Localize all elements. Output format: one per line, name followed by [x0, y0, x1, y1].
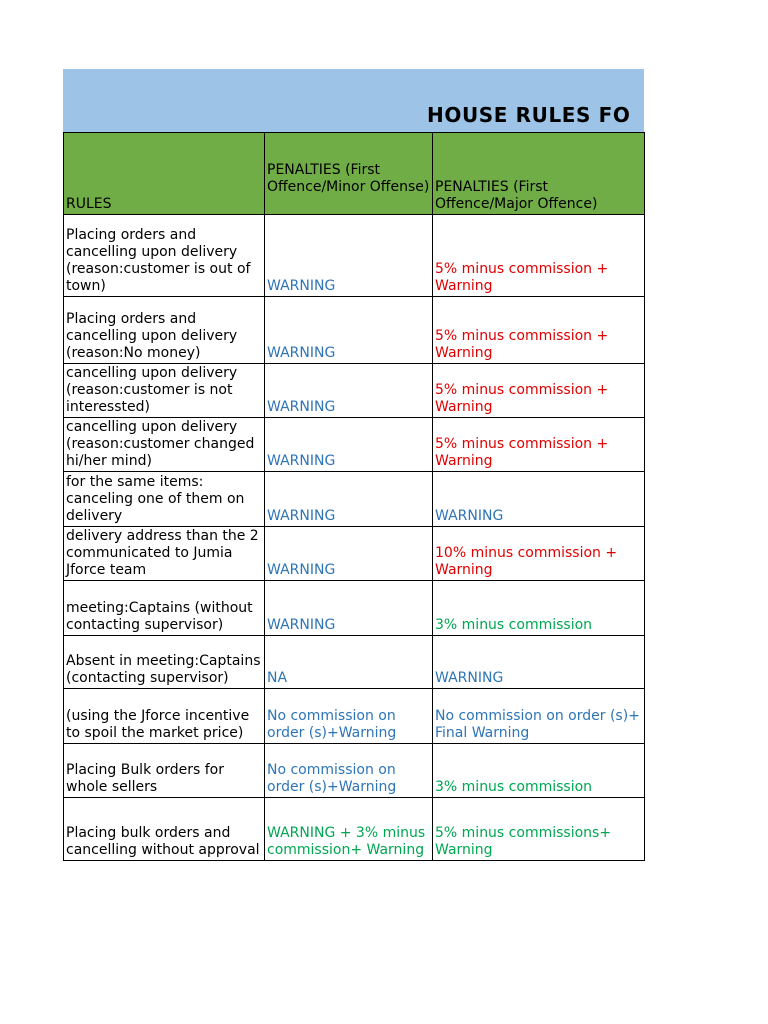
- spreadsheet: [63, 69, 644, 861]
- rule-cell[interactable]: [64, 215, 265, 297]
- minor-penalty-cell[interactable]: NA: [265, 636, 433, 689]
- rule-text: Placing bulk orders and cancelling without approval: [66, 825, 260, 858]
- table-header-row: [64, 133, 645, 215]
- minor-penalty-cell[interactable]: WARNING: [265, 215, 433, 297]
- major-penalty-cell[interactable]: 3% minus commission: [433, 581, 645, 636]
- rule-text: meeting:Captains (without contacting supervisor): [66, 600, 253, 633]
- title-banner: [63, 69, 644, 132]
- minor-penalty-cell[interactable]: WARNING: [265, 364, 433, 418]
- rule-cell[interactable]: [64, 581, 265, 636]
- major-penalty-cell[interactable]: 5% minus commissions+ Warning: [433, 798, 645, 861]
- rule-text: Placing orders and cancelling upon delivery (reason:customer is out of town): [66, 227, 251, 294]
- minor-penalty-cell[interactable]: WARNING: [265, 581, 433, 636]
- minor-penalty-cell[interactable]: No commission on order (s)+Warning: [265, 744, 433, 798]
- header-minor-penalty[interactable]: [265, 133, 433, 215]
- rule-text: Absent in meeting:Captains (contacting supervisor): [66, 653, 261, 686]
- rule-cell[interactable]: [64, 364, 265, 418]
- major-penalty-cell[interactable]: 5% minus commission + Warning: [433, 215, 645, 297]
- minor-penalty-cell[interactable]: WARNING: [265, 297, 433, 364]
- table-row: [64, 297, 645, 364]
- table-row: [64, 418, 645, 472]
- major-penalty-cell[interactable]: 5% minus commission + Warning: [433, 418, 645, 472]
- rule-cell[interactable]: [64, 689, 265, 744]
- rule-cell[interactable]: [64, 636, 265, 689]
- minor-penalty-cell[interactable]: No commission on order (s)+Warning: [265, 689, 433, 744]
- rule-text: Placing orders and cancelling upon delivery (reason:No money): [66, 311, 238, 361]
- rule-text: (using the Jforce incentive to spoil the market price): [66, 708, 250, 741]
- minor-penalty-cell[interactable]: WARNING: [265, 418, 433, 472]
- rule-cell[interactable]: [64, 297, 265, 364]
- table-row: [64, 215, 645, 297]
- page-title: HOUSE RULES FO: [427, 103, 631, 127]
- minor-penalty-cell[interactable]: WARNING + 3% minus commission+ Warning: [265, 798, 433, 861]
- table-row: [64, 798, 645, 861]
- table-row: [64, 472, 645, 527]
- minor-penalty-cell[interactable]: WARNING: [265, 472, 433, 527]
- rule-text: cancelling upon delivery (reason:customer is not interessted): [66, 365, 238, 415]
- major-penalty-cell[interactable]: No commission on order (s)+ Final Warning: [433, 689, 645, 744]
- major-penalty-cell[interactable]: 3% minus commission: [433, 744, 645, 798]
- major-penalty-cell[interactable]: 5% minus commission + Warning: [433, 364, 645, 418]
- table-row: [64, 744, 645, 798]
- major-penalty-cell[interactable]: WARNING: [433, 472, 645, 527]
- table-row: [64, 527, 645, 581]
- table-row: [64, 636, 645, 689]
- rule-text: cancelling upon delivery (reason:customer changed hi/her mind): [66, 419, 255, 469]
- table-row: [64, 689, 645, 744]
- header-minor-label: PENALTIES (First Offence/Minor Offense): [267, 162, 430, 195]
- rule-text: for the same items: canceling one of them on delivery: [66, 474, 245, 524]
- rule-cell[interactable]: [64, 472, 265, 527]
- header-rules[interactable]: RULES: [64, 133, 265, 215]
- rule-cell[interactable]: [64, 527, 265, 581]
- rules-table: [63, 132, 645, 861]
- minor-penalty-cell[interactable]: WARNING: [265, 527, 433, 581]
- rule-text: Placing Bulk orders for whole sellers: [66, 762, 224, 795]
- header-major-penalty[interactable]: PENALTIES (First Offence/Major Offence): [433, 133, 645, 215]
- major-penalty-cell[interactable]: 10% minus commission + Warning: [433, 527, 645, 581]
- table-row: [64, 364, 645, 418]
- major-penalty-cell[interactable]: 5% minus commission + Warning: [433, 297, 645, 364]
- major-penalty-cell[interactable]: WARNING: [433, 636, 645, 689]
- rule-text: delivery address than the 2 communicated to Jumia Jforce team: [66, 528, 259, 578]
- rule-cell[interactable]: [64, 418, 265, 472]
- rule-cell[interactable]: [64, 744, 265, 798]
- table-row: [64, 581, 645, 636]
- rule-cell[interactable]: [64, 798, 265, 861]
